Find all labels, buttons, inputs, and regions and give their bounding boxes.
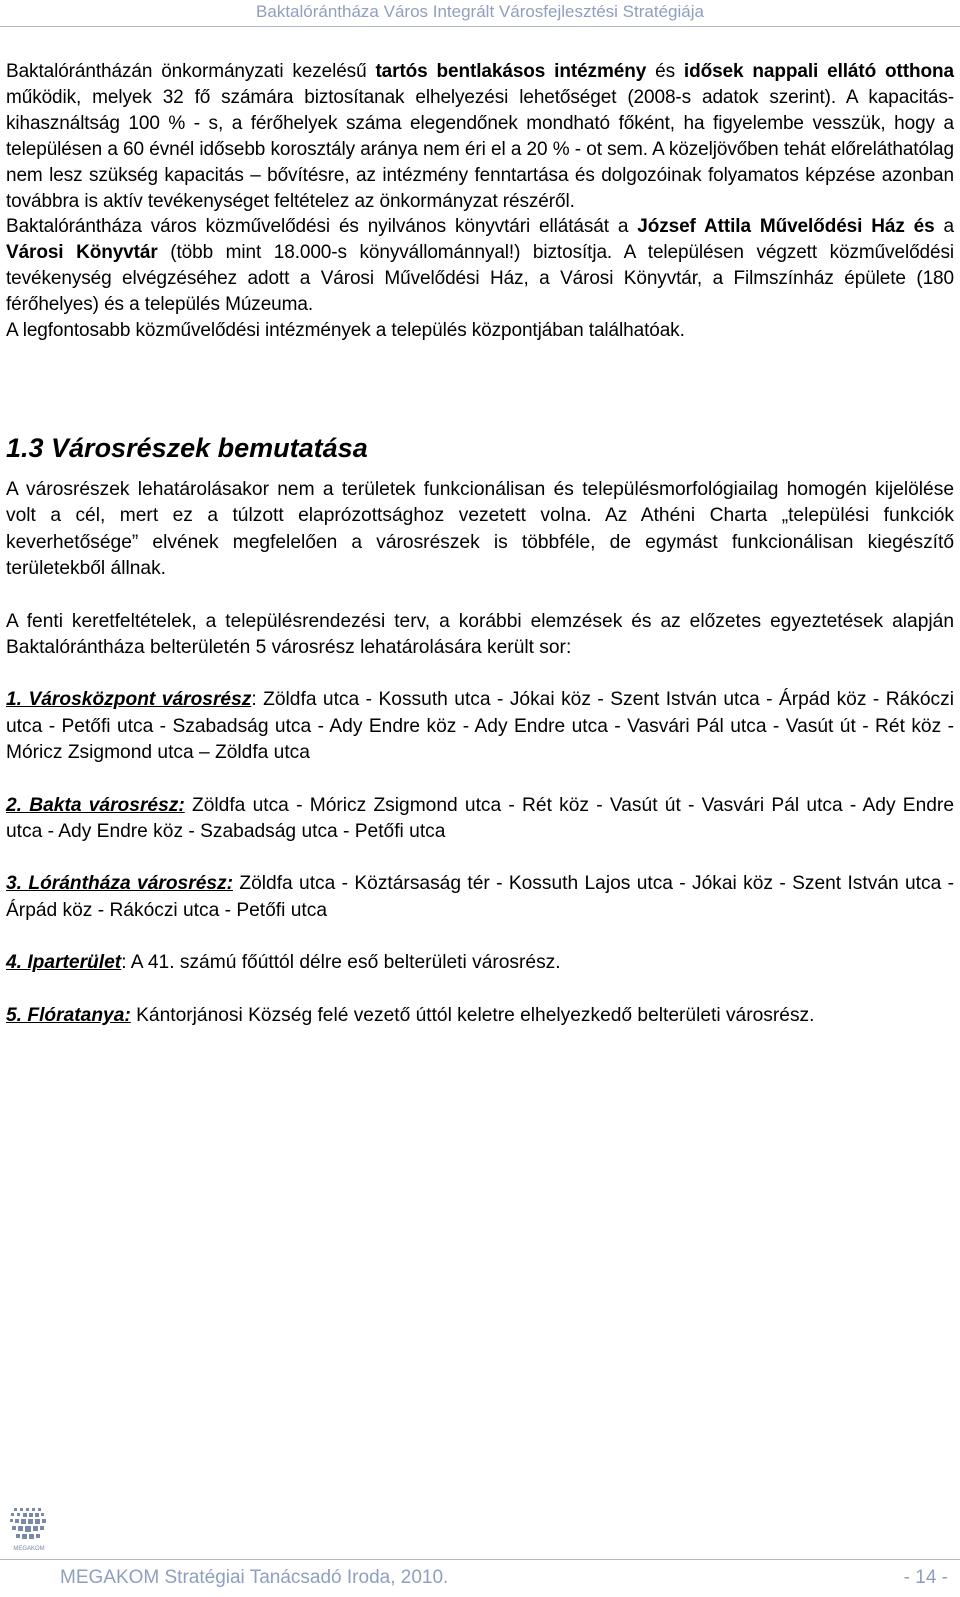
paragraph-care-home [6,59,954,214]
footer-rule [0,1559,960,1560]
district-separator [185,795,192,816]
district-streets: Zöldfa utca - Köztársaság tér - Kossuth Lajos utca - Jókai köz - Szent István utca - Árpád köz - Rákóczi utca - Petőfi utca [6,873,954,921]
logo-text: MEGAKOM [13,1546,45,1552]
district-separator: : [251,689,264,711]
district-number: 1. [6,689,29,711]
district-name: Lórántháza városrész: [28,873,234,895]
section-body [6,477,954,1029]
text-span: és [646,61,684,82]
district-item [6,793,954,846]
text-span: a [934,216,955,238]
district-item [6,871,954,924]
district-name: Flóratanya: [27,1004,131,1026]
district-item [6,950,954,976]
paragraph-districts-intro: A városrészek lehatárolásakor nem a területek funkcionálisan és településmorfológiailag homogén kijelölése volt a cél, mert ez a túlzott elaprózottsághoz vezetett volna. Az Athéni Charta „települési funkciók keverhetősége” elvének megfelelően a városrészek is többféle, de egymást funkcionálisan kiegészítő területekből állnak. [6,479,954,580]
footer-organization: MEGAKOM Stratégiai Tanácsadó Iroda, 2010. [60,1567,449,1588]
paragraph-framework: A fenti keretfeltételek, a településrendezési terv, a korábbi elemzések és az előzetes egyeztetések alapján Baktalórántháza belterületén 5 városrész lehatárolására került sor: [6,610,954,659]
megakom-logo-icon [6,1504,52,1554]
text-span: Baktalórántházán önkormányzati kezelésű [6,61,376,82]
page-footer [0,1501,960,1597]
district-number: 2. [6,794,30,816]
bold-span: József Attila Művelődési Ház és [637,216,935,238]
district-separator: : [121,952,131,974]
district-streets: A 41. számú főúttól délre eső belterületi városrész. [130,952,561,974]
paragraph-institutions: A legfontosabb közművelődési intézmények a település központjában találhatóak. [6,320,685,342]
district-streets: Zöldfa utca - Móricz Zsigmond utca - Rét köz - Vasút út - Vasvári Pál utca - Ady Endre utca - Ady Endre köz - Szabadság utca - Petőfi utca [6,794,954,843]
text-span: (több mint 18.000-s könyvállománnyal!) biztosítja. A településen végzett közművelődési tevékenység elvégzéséhez adott a Városi Művelődési Ház, a Városi Könyvtár, a Filmszínház épülete (180 férőhelyes) és a település Múzeuma. [6,242,954,316]
page-number: - 14 - [903,1567,948,1588]
page-content [6,59,955,1026]
text-span: Baktalórántháza város közművelődési és nyilvános könyvtári ellátását a [6,216,638,238]
district-item [6,1003,954,1029]
district-item [6,687,954,766]
district-name: Bakta városrész: [29,794,185,816]
document-title: Baktalórántháza Város Integrált Városfejlesztési Stratégiája [256,2,704,21]
district-number: 5. [6,1004,28,1026]
running-header [0,0,960,27]
district-streets: Zöldfa utca - Kossuth utca - Jókai köz - Szent István utca - Árpád köz - Rákóczi utca - Petőfi utca - Szabadság utca - Ady Endre köz - Ady Endre utca - Vasvári Pál utca - Vasút út - Rét köz - Móricz Zsigmond utca – Zöldfa utca [6,689,954,764]
bold-span: Városi Könyvtár [6,242,158,264]
district-number: 4. [6,952,28,974]
district-number: 3. [6,873,29,895]
section-heading: 1.3 Városrészek bemutatása [6,433,368,463]
text-span: működik, melyek 32 fő számára biztosítanak elhelyezési lehetőséget (2008-s adatok szerint). A kapacitás-kihasználtság 100 % - s, a férőhelyek száma elegendőnek mondható főként, ha figyelembe vesszük, hogy a településen a 60 évnél idősebb korosztály aránya nem éri el a 20 % - ot sem. A közeljövőben tehát előreláthatólag nem lesz szükség kapacitás – bővítésre, az intézmény fenntartása és dolgozóinak folyamatos képzése azonban továbbra is aktív tevékenységet feltételez az önkormányzat részéről. [6,86,954,212]
paragraph-culture [6,214,954,318]
district-name: Városközpont városrész [28,689,252,711]
district-name: Iparterület [27,952,122,974]
bold-span: tartós bentlakásos intézmény [375,61,647,82]
district-streets: Kántorjánosi Község felé vezető úttól keletre elhelyezkedő belterületi városrész. [136,1004,815,1026]
bold-span: idősek nappali ellátó otthona [683,61,954,82]
